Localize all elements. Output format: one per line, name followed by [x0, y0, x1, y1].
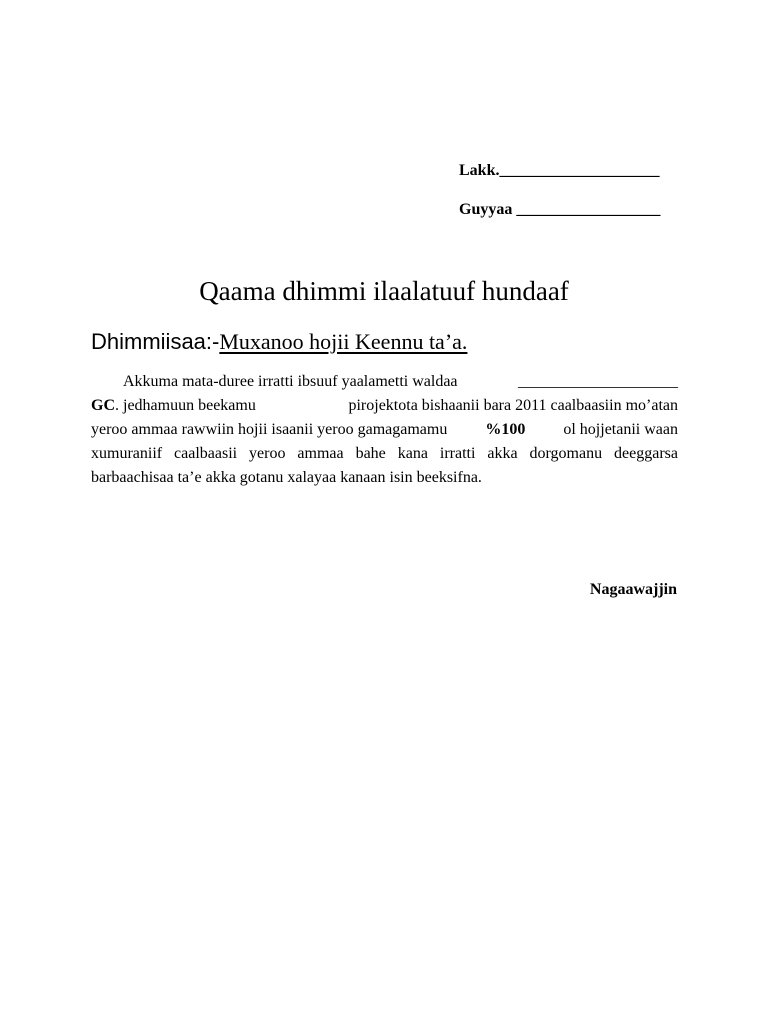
body-line-5-text: barbaachisaa ta’e akka gotanu xalayaa kanaan isin beeksifna. — [91, 469, 482, 486]
subject-line — [91, 329, 467, 355]
closing-signoff: Nagaawajjin — [589, 581, 677, 598]
subject-label: Dhimmiisaa:- — [91, 329, 220, 354]
body-line-3 — [91, 418, 678, 442]
letter-body — [91, 370, 678, 490]
body-line-1 — [91, 370, 678, 394]
reference-block — [459, 162, 660, 219]
subject-value: Muxanoo hojii Keennu ta’a. — [219, 329, 468, 354]
body-line-1-blank: ____________________ — [518, 373, 678, 390]
body-line-4-text: xumuraniif caalbaasii yeroo ammaa bahe kana irratti akka dorgomanu deeggarsa — [91, 445, 678, 462]
reference-date-line: Guyyaa __________________ — [459, 201, 661, 218]
body-line-3-end: ol hojjetanii waan — [563, 421, 678, 438]
body-line-2-end: pirojektota bishaanii bara 2011 caalbaasiin mo’atan — [348, 397, 678, 414]
body-line-3-text: yeroo ammaa rawwiin hojii isaanii yeroo gamagamamu — [91, 421, 448, 438]
body-line-5 — [91, 466, 678, 490]
letter-title: Qaama dhimmi ilaalatuuf hundaaf — [199, 276, 569, 306]
gc-abbreviation: GC — [91, 397, 115, 414]
reference-number-line: Lakk.____________________ — [459, 162, 660, 179]
percent-value: %100 — [485, 421, 526, 438]
body-line-2-text: . jedhamuun beekamu — [115, 397, 256, 414]
body-line-2 — [91, 394, 678, 418]
body-line-1-text: Akkuma mata-duree irratti ibsuuf yaalametti waldaa — [123, 373, 458, 390]
body-line-4 — [91, 442, 678, 466]
body-line-2-start — [91, 394, 256, 418]
